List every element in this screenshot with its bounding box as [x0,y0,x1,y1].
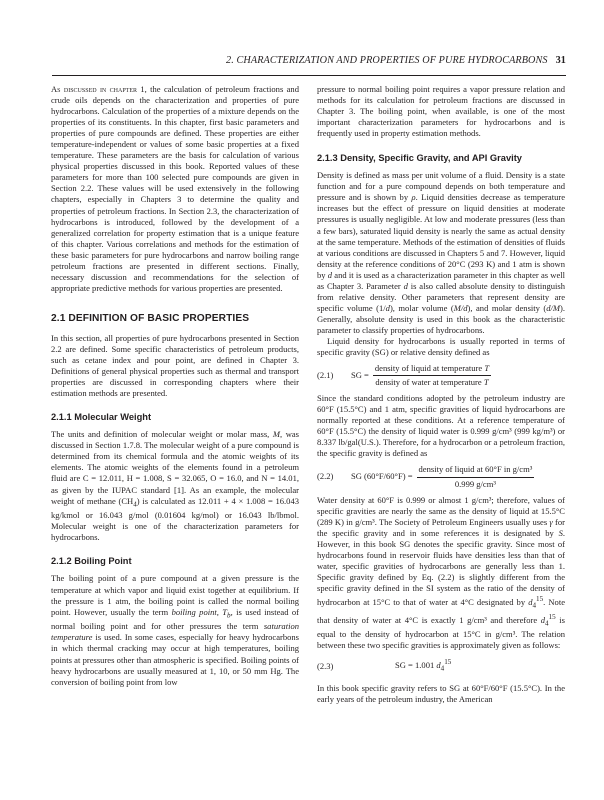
running-title: 2. CHARACTERIZATION AND PROPERTIES OF PURE HYDROCARBONS [226,55,548,66]
specific-gravity-closing-paragraph: In this book specific gravity refers to SG at 60°F/60°F (15.5°C). In the early years of the petroleum industry, the American [317,682,565,704]
section-2-1-paragraph: In this section, all properties of pure hydrocarbons presented in Section 2.2 are defined. Some specific characteristics of petroleum products, such as cetane index and pour point, are defined in Chapter 3. Definitions of general physical properties such as thermal and transport properties are discussed in corresponding chapters where their estimation methods are presented. [51,332,299,399]
subsection-heading-2-1-3: 2.1.3 Density, Specific Gravity, and API Gravity [317,153,522,164]
equation-body: SG = 1.001 $d_4^{15}$ [395,658,452,673]
boiling-point-paragraph: The boiling point of a pure compound at a given pressure is the temperature at which vapor and liquid exist together at equilibrium. If the pressure is 1 atm, the boiling point is called the normal boiling point. However, usually the term boiling point, $T_b$, is used instead of normal boiling point and for other pressures the term saturation temperature is used. In some cases, especially for heavy hydrocarbons in which thermal cracking may occur at high temperatures, boiling points at pressures other than atmospheric is specified. Boiling points of heavy hydrocarbons are usually measured at 1, 10, or 50 mm Hg. The conversion of boiling point from low [51,573,300,687]
intro-text: 1, the calculation of petroleum fractions and crude oils depends on the characterization and properties of pure hydrocarbons. Calculation of the properties of a mixture depends on the properties of its constituents. In this chapter, first basic parameters and properties of pure compounds are defined. These properties are either temperature-independent or values of some basic properties at a fixed temperature. These parameters are the basis for calculation of various physical properties discussed in this book. Reported values of these parameters for more than 100 selected pure compounds are given in Section 2.2. These values will be used extensively in the following chapters, especially in Chapters 3 to determine the quality and properties of petroleum fractions. In Section 2.3, the characterization of hydrocarbons is introduced, followed by the development of a generalized correlation for property estimation that is a unique feature of this chapter. Various correlations and methods for the estimation of these basic parameters for pure hydrocarbons and narrow boiling range petroleum fractions are presented in different sections. Finally, necessary discussion and recommendations for the selection of appropriate predictive methods for various properties are presented. [51,84,299,293]
subsection-heading-2-1-1: 2.1.1 Molecular Weight [51,412,152,423]
intro-lead: As discussed in chapter [51,84,137,94]
right-column [317,84,565,705]
equation-fraction: $\frac{\text{density of liquid at 60°F in g/cm³}}{\text{0.999 g/cm³}}$ [418,464,533,489]
equation-2-2 [317,464,565,489]
density-paragraph: Density is defined as mass per unit volume of a fluid. Density is a state function and for a pure compound depends on both temperature and pressure and is shown by ρ. Liquid densities decrease as temperature increases but the effect of pressure on liquid densities at moderate pressures is usually negligible. At low and moderate pressures (less than a few bars), saturated liquid density is nearly the same as actual density at the same temperature. Methods of the estimation of densities of fluids at various conditions are discussed in Chapters 5 and 7. However, liquid density at the reference conditions of 20°C (293 K) and 1 atm is shown by d and it is used as a characterization parameter in this chapter as well as Chapter 3. Parameter d is also called absolute density to distinguish from relative density. Other parameters that represent density are specific volume (1/d), molar volume (M/d), and molar density (d/M). Generally, absolute density is used in this book as the characteristic parameter to classify properties of hydrocarbons. [317,170,566,335]
equation-2-1 [317,363,565,388]
page-number: 31 [555,55,566,66]
subsection-heading-2-1-2: 2.1.2 Boiling Point [51,556,132,567]
running-header [52,55,566,76]
equation-lhs: SG = [351,370,369,381]
molecular-weight-paragraph: The units and definition of molecular weight or molar mass, M, was discussed in Section 1.7.8. The molecular weight of a pure compound is determined from its chemical formula and the atomic weights of its elements. The atomic weights of the elements found in a petroleum fluid are C = 12.011, H = 1.008, S = 32.065, O = 16.0, and N = 14.01, as given by the IUPAC standard [1]. As an example, the molecular weight of methane $(CH_4)$ is calculated as 12.011 + 4 × 1.008 = 16.043 kg/kmol or 16.043 g/mol (0.01604 kg/mol) or 16.043 lb/lbmol. Molecular weight is one of the characterization parameters for hydrocarbons. [51,429,300,543]
section-heading-2-1: 2.1 DEFINITION OF BASIC PROPERTIES [51,312,250,324]
standard-conditions-paragraph: Since the standard conditions adopted by the petroleum industry are 60°F (15.5°C) and 1 atm, specific gravities of liquid hydrocarbons are normally reported at these conditions. At a reference temperature of 60°F (15.5°C) the density of liquid water is 0.999 g/cm³ (999 kg/m³) or 8.337 lb/gal(U.S.). Therefore, for a hydrocarbon or a petroleum fraction, the specific gravity is defined as [317,393,565,459]
equation-number: (2.1) [317,370,334,381]
intro-paragraph [51,84,299,294]
equation-lhs: SG (60°F/60°F) = [351,471,413,482]
left-column [51,84,299,688]
water-density-paragraph: Water density at 60°F is 0.999 or almost 1 g/cm³; therefore, values of specific gravities are nearly the same as the density of liquid at 15.5°C (289 K) in g/cm³. The Society of Petroleum Engineers usually uses γ for the specific gravity and in some references it is designated by S. However, in this book SG denotes the specific gravity. Since most of hydrocarbons found in reservoir fluids have densities less than that of water, specific gravities of hydrocarbons are generally less than 1. Specific gravity defined by Eq. (2.2) is slightly different from the specific gravity defined in the SI system as the ratio of the density of hydrocarbon at 15°C to that of water at 4°C designated by $d_4^{15}$. Note that density of water at 4°C is exactly 1 g/cm³ and therefore $d_4^{15}$ is equal to the density of hydrocarbon at 15°C in g/cm³. The relation between these two specific gravities is approximately given as follows: [317,494,565,651]
equation-number: (2.3) [317,660,334,671]
liquid-density-paragraph: Liquid density for hydrocarbons is usually reported in terms of specific gravity (SG) or relative density defined as [317,335,565,358]
equation-number: (2.2) [317,471,334,482]
equation-fraction: $\frac{\text{density of liquid at temperature T}}{\text{density of water at temperature T}}$ [374,363,490,388]
equation-2-3 [317,657,565,675]
boiling-point-continued: pressure to normal boiling point requires a vapor pressure relation and methods for its calculation for petroleum fractions are discussed in Chapter 3. The boiling point, when available, is one of the most important characterization parameters for hydrocarbons and is frequently used in property estimation methods. [317,84,565,139]
